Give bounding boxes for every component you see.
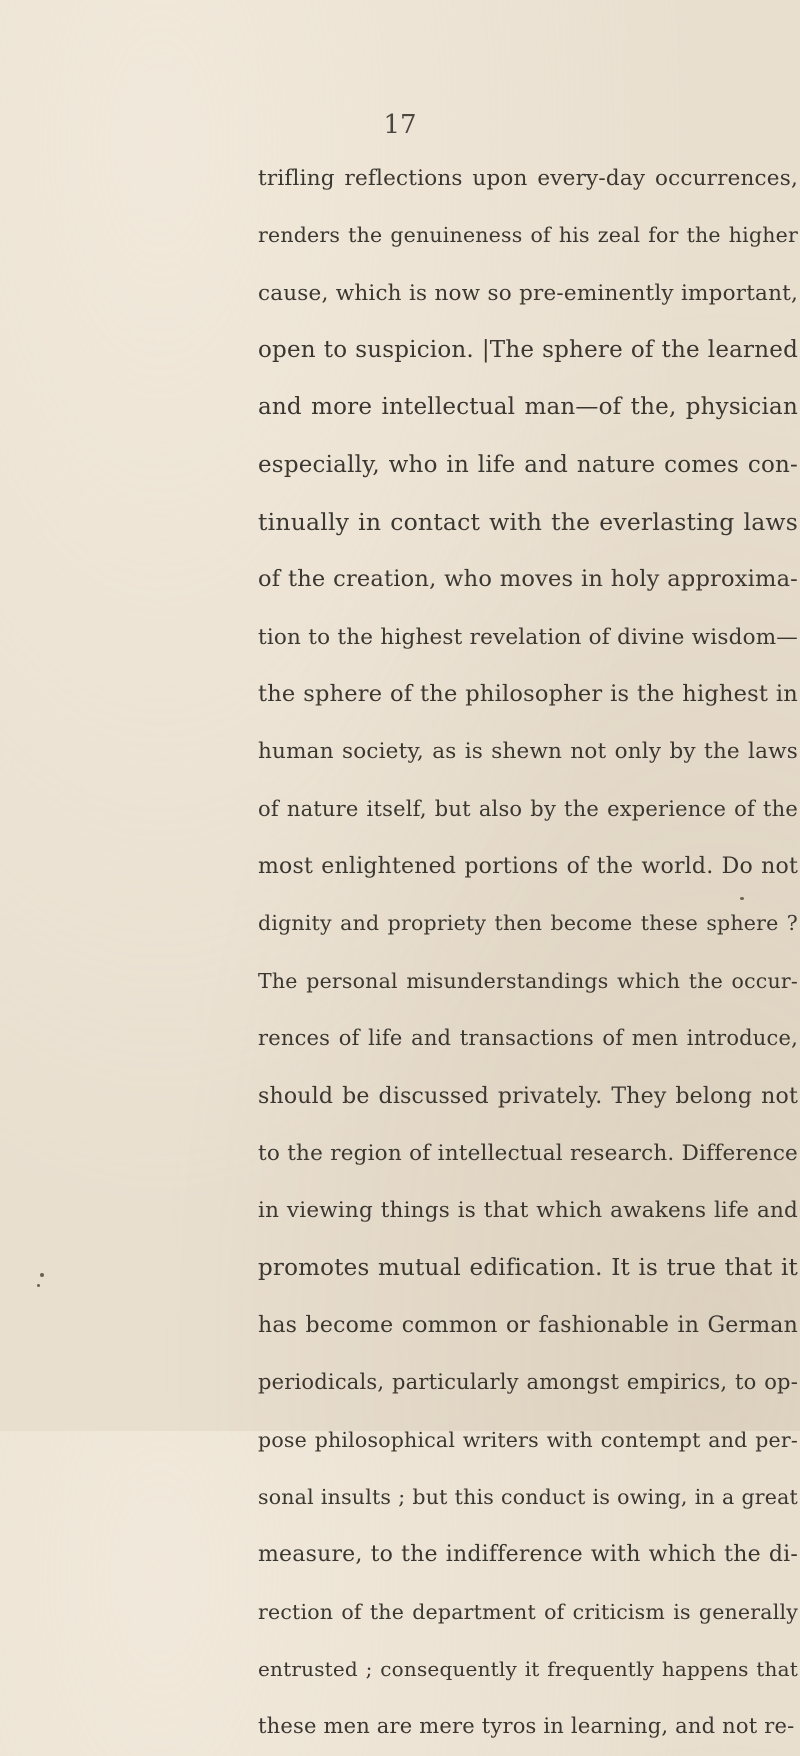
- text-line: should be discussed privately. They belong not: [258, 1083, 798, 1109]
- text-line: periodicals, particularly amongst empirics, to op-: [258, 1370, 798, 1395]
- text-line: human society, as is shewn not only by the laws: [258, 739, 798, 765]
- text-line: rection of the department of criticism is generally: [258, 1599, 798, 1624]
- text-line: open to suspicion. |The sphere of the learned: [258, 337, 798, 364]
- text-line: most enlightened portions of the world. Do not: [258, 854, 798, 880]
- text-line: of nature itself, but also by the experience of the: [258, 796, 798, 821]
- text-line: in viewing things is that which awakens life and: [258, 1198, 798, 1224]
- text-line: promotes mutual edification. It is true that it: [258, 1254, 798, 1281]
- text-line: the sphere of the philosopher is the highest in: [258, 681, 798, 708]
- paper-speck: [37, 1284, 40, 1287]
- text-line: tinually in contact with the everlasting laws: [258, 508, 798, 537]
- text-line: of the creation, who moves in holy approxima-: [258, 566, 798, 593]
- text-line: trifling reflections upon every-day occurrences,: [258, 166, 798, 191]
- text-line: measure, to the indifference with which the di-: [258, 1542, 798, 1568]
- paper-speck: [740, 897, 744, 900]
- text-line: renders the genuineness of his zeal for the higher: [258, 223, 798, 248]
- text-line: tion to the highest revelation of divine wisdom—: [258, 624, 798, 650]
- text-line: entrusted ; consequently it frequently happens that: [258, 1656, 798, 1681]
- text-line: pose philosophical writers with contempt and per-: [258, 1427, 798, 1452]
- text-line: especially, who in life and nature comes con-: [258, 451, 798, 478]
- text-line: and more intellectual man—of the, physician: [258, 394, 798, 421]
- text-line: rences of life and transactions of men introduce,: [258, 1026, 798, 1051]
- text-line: The personal misunderstandings which the occur-: [258, 968, 798, 993]
- body-text: [258, 150, 798, 1756]
- text-line: has become common or fashionable in German: [258, 1312, 798, 1338]
- paper-speck: [40, 1273, 44, 1277]
- text-line: sonal insults ; but this conduct is owing, in a great: [258, 1484, 798, 1509]
- page-number: 17: [383, 110, 417, 140]
- text-line: dignity and propriety then become these sphere ?: [258, 911, 798, 936]
- text-line: cause, which is now so pre-eminently important,: [258, 280, 798, 306]
- text-line: these men are mere tyros in learning, and not re-: [258, 1714, 795, 1739]
- text-line: to the region of intellectual research. Difference: [258, 1140, 798, 1166]
